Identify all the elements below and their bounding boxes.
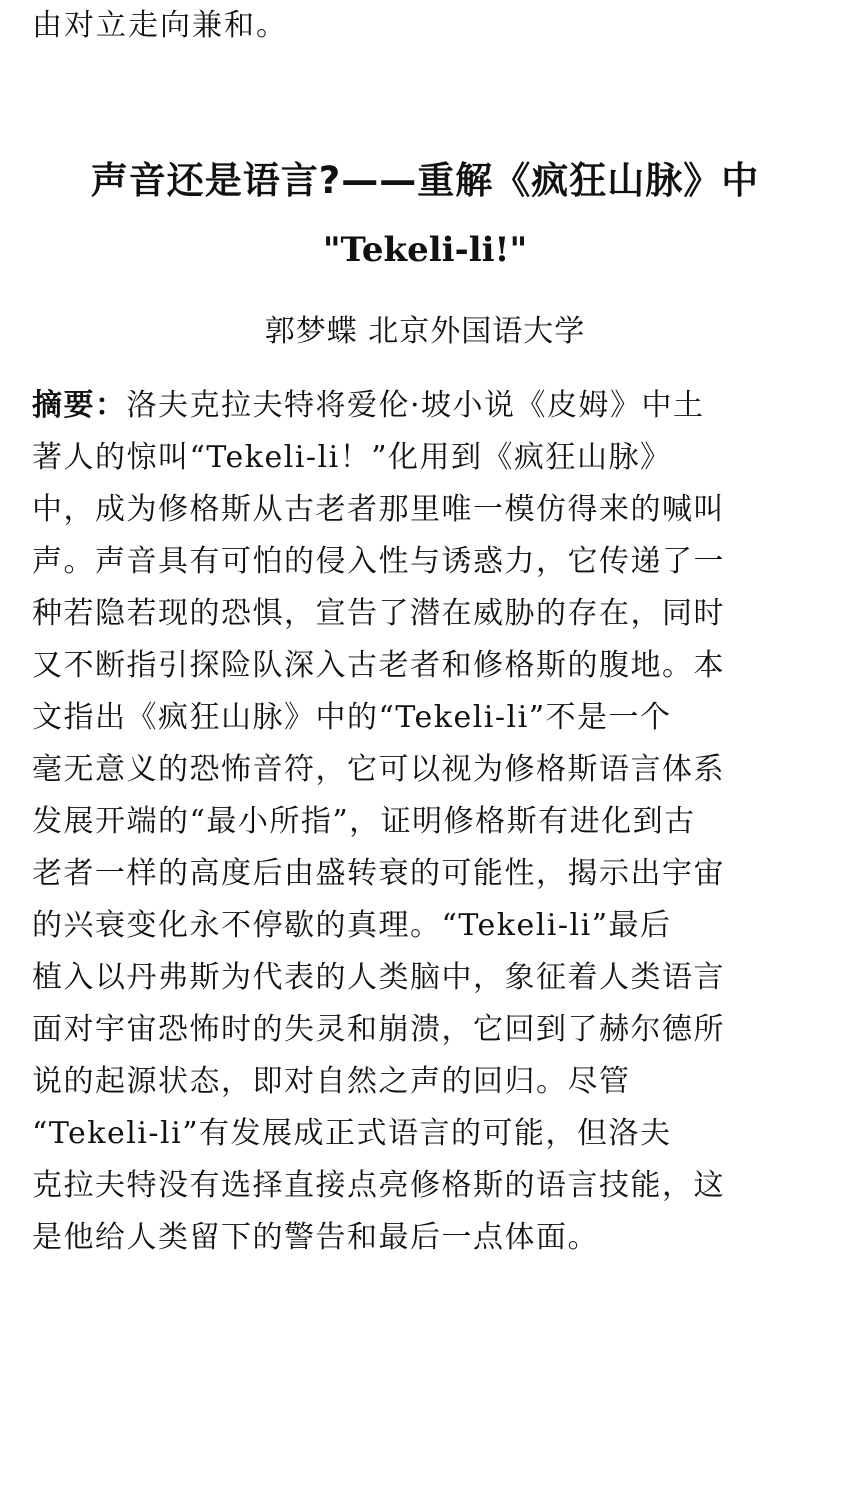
previous-paragraph-end: 由对立走向兼和。 — [32, 8, 288, 43]
abstract-line: 是他给人类留下的警告和最后一点体面。 — [32, 1220, 599, 1255]
abstract-label: 摘要： — [32, 388, 127, 423]
abstract-line-text: 洛夫克拉夫特将爱伦·坡小说《皮姆》中土 — [126, 388, 705, 423]
abstract-line: “Tekeli-li”有发展成正式语言的可能，但洛夫 — [32, 1116, 672, 1151]
abstract-line: 老者一样的高度后由盛转衰的可能性，揭示出宇宙 — [32, 856, 725, 891]
abstract-line — [32, 380, 830, 432]
abstract-line: 的兴衰变化永不停歇的真理。“Tekeli-li”最后 — [32, 908, 672, 943]
abstract-line: 克拉夫特没有选择直接点亮修格斯的语言技能，这 — [32, 1168, 725, 1203]
abstract-line: 面对宇宙恐怖时的失灵和崩溃，它回到了赫尔德所 — [32, 1012, 725, 1047]
abstract-line: 种若隐若现的恐惧，宣告了潜在威胁的存在，同时 — [32, 596, 725, 631]
article-title: 声音还是语言?——重解《疯狂山脉》中 — [90, 159, 760, 202]
abstract-line: 发展开端的“最小所指”，证明修格斯有进化到古 — [32, 804, 696, 839]
abstract-line: 中，成为修格斯从古老者那里唯一模仿得来的喊叫 — [32, 492, 725, 527]
abstract — [32, 380, 830, 1264]
abstract-line: 植入以丹弗斯为代表的人类脑中，象征着人类语言 — [32, 960, 725, 995]
abstract-line: 声。声音具有可怕的侵入性与诱惑力，它传递了一 — [32, 544, 725, 579]
abstract-line: 又不断指引探险队深入古老者和修格斯的腹地。本 — [32, 648, 725, 683]
article-subtitle: "Tekeli-li!" — [322, 230, 528, 270]
abstract-line: 著人的惊叫“Tekeli-li！”化用到《疯狂山脉》 — [32, 440, 672, 475]
abstract-line: 毫无意义的恐怖音符，它可以视为修格斯语言体系 — [32, 752, 725, 787]
abstract-line: 说的起源状态，即对自然之声的回归。尽管 — [32, 1064, 631, 1099]
author-affiliation: 郭梦蝶 北京外国语大学 — [264, 314, 586, 349]
abstract-line: 文指出《疯狂山脉》中的“Tekeli-li”不是一个 — [32, 700, 672, 735]
